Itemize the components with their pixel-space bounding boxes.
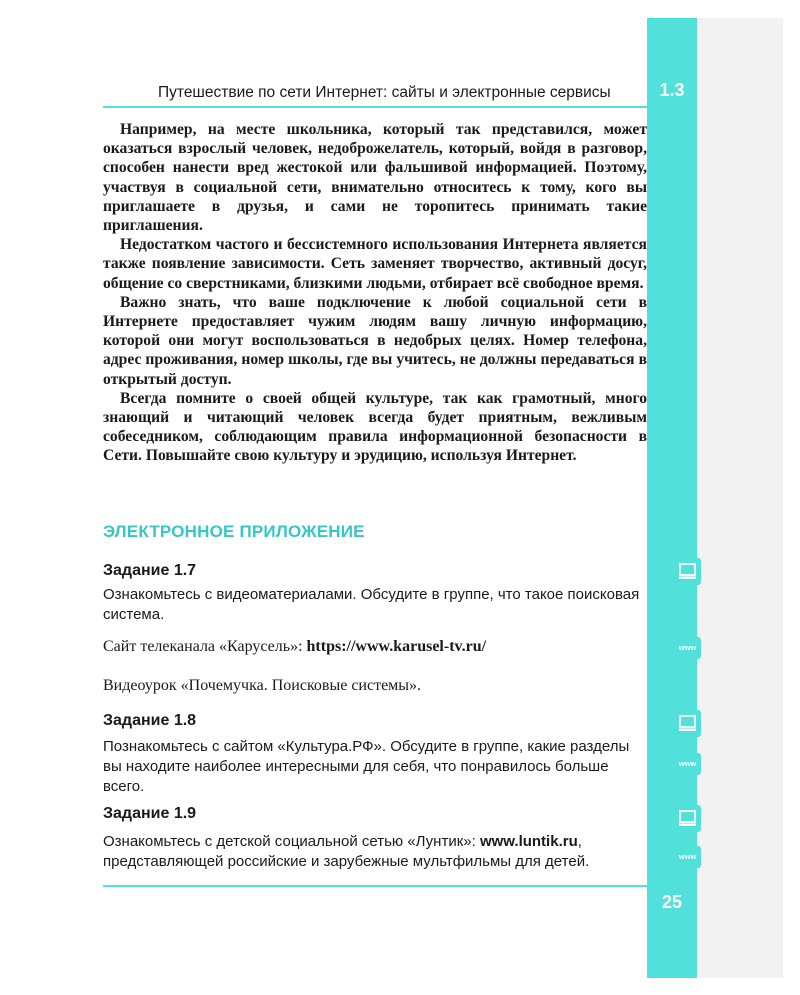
task-text-1-7: Ознакомьтесь с видеоматериалами. Обсудите в группе, что такое поисковая система. bbox=[103, 586, 640, 623]
karusel-link[interactable]: https://www.karusel-tv.ru/ bbox=[306, 638, 487, 655]
task-text-1-8: Познакомьтесь с сайтом «Культура.РФ». Обсудите в группе, какие разделы вы находите наиболее интересными для себя, что понравилось больше всего. bbox=[103, 738, 630, 795]
computer-icon bbox=[674, 710, 701, 737]
task-title-1-7: Задание 1.7 bbox=[103, 562, 197, 579]
www-icon: www bbox=[674, 846, 701, 868]
paragraph: Недостатком частого и бессистемного использования Интернета является также появление зависимости. Сеть заменяет творчество, активный досуг, общение со сверстниками, близкими людьми, отбирает всё свободное время. bbox=[103, 236, 647, 292]
task-1-7-site-line bbox=[103, 638, 486, 656]
computer-icon bbox=[674, 805, 701, 832]
paragraph: Всегда помните о своей общей культуре, так как грамотный, много знающий и читающий человек всегда будет приятным, вежливым собеседником, соблюдающим правила информационной безопасности в Сети. Повышайте свою культуру и эрудицию, используя Интернет. bbox=[103, 389, 647, 465]
computer-icon bbox=[674, 558, 701, 585]
body-text bbox=[103, 120, 647, 466]
section-heading: ЭЛЕКТРОННОЕ ПРИЛОЖЕНИЕ bbox=[103, 522, 365, 541]
luntik-link[interactable]: www.luntik.ru bbox=[479, 833, 578, 850]
section-number: 1.3 bbox=[659, 80, 685, 100]
paragraph: Например, на месте школьника, который так представился, может оказаться взрослый человек, недоброжелатель, который, войдя в разговор, способен нанести вред жестокой или фальшивой информацией. Поэтому, участвуя в социальной сети, внимательно относитесь к тому, кого вы приглашаете в друзья, и сами не торопитесь принимать такие приглашения. bbox=[103, 121, 647, 235]
header-rule bbox=[103, 106, 647, 108]
task-title-1-9: Задание 1.9 bbox=[103, 805, 197, 822]
page-number: 25 bbox=[661, 892, 683, 912]
task-1-7-video-line: Видеоурок «Почемучка. Поисковые системы». bbox=[103, 677, 422, 694]
page-margin-strip bbox=[697, 18, 783, 978]
task-1-9-text-before: Ознакомьтесь с детской социальной сетью «Лунтик»: bbox=[103, 833, 480, 850]
section-side-bar bbox=[647, 18, 697, 978]
task-text-1-9 bbox=[103, 832, 649, 872]
www-icon: www bbox=[674, 753, 701, 775]
task-title-1-8: Задание 1.8 bbox=[103, 712, 197, 729]
task-1-9-text-after: , представляющей российские и зарубежные мультфильмы для детей. bbox=[103, 833, 590, 870]
site-label: Сайт телеканала «Карусель»: bbox=[103, 638, 307, 655]
running-header-title: Путешествие по сети Интернет: сайты и электронные сервисы bbox=[158, 84, 611, 101]
paragraph: Важно знать, что ваше подключение к любой социальной сети в Интернете предоставляет чужим людям вашу личную информацию, которой они могут воспользоваться в недобрых целях. Номер телефона, адрес проживания, номер школы, где вы учитесь, не должны передаваться в открытый доступ. bbox=[103, 293, 647, 388]
footer-rule bbox=[103, 885, 647, 887]
www-icon: www bbox=[674, 637, 701, 659]
